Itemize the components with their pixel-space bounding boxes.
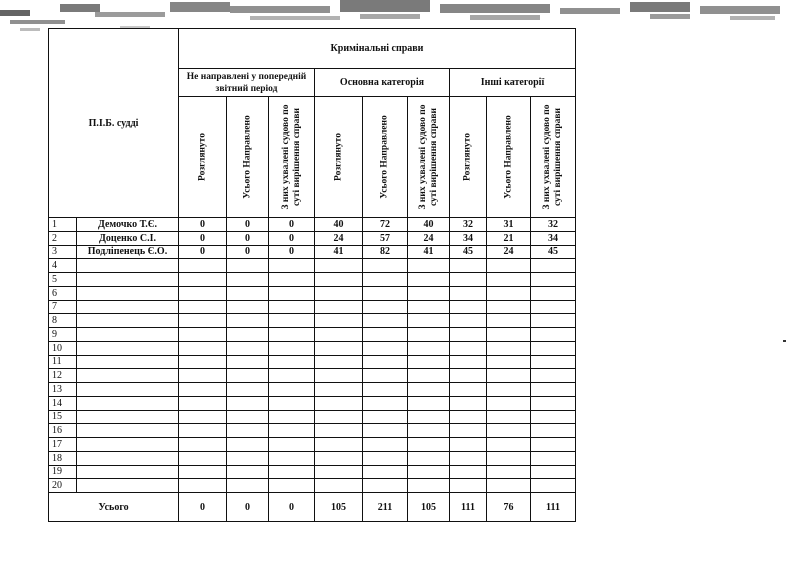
value-cell <box>363 286 408 300</box>
table-row <box>49 369 576 383</box>
value-cell <box>531 314 576 328</box>
value-cell <box>315 328 363 342</box>
column-header <box>315 97 363 218</box>
value-cell <box>450 451 487 465</box>
value-cell <box>363 396 408 410</box>
value-cell: 32 <box>531 218 576 232</box>
total-cell: 0 <box>179 493 227 522</box>
value-cell <box>408 451 450 465</box>
value-cell <box>408 479 450 493</box>
value-cell <box>179 314 227 328</box>
row-number: 4 <box>49 259 77 273</box>
value-cell: 72 <box>363 218 408 232</box>
table-row <box>49 410 576 424</box>
row-number: 9 <box>49 328 77 342</box>
value-cell <box>269 396 315 410</box>
value-cell <box>227 273 269 287</box>
judge-name <box>77 286 179 300</box>
value-cell <box>315 341 363 355</box>
column-header <box>408 97 450 218</box>
value-cell <box>227 341 269 355</box>
judge-name <box>77 259 179 273</box>
value-cell <box>315 355 363 369</box>
value-cell <box>269 328 315 342</box>
column-header-label: Усього Направлено <box>242 115 252 199</box>
value-cell <box>487 451 531 465</box>
total-cell: 0 <box>227 493 269 522</box>
value-cell <box>408 341 450 355</box>
value-cell <box>408 300 450 314</box>
value-cell <box>408 314 450 328</box>
row-number: 20 <box>49 479 77 493</box>
value-cell <box>269 438 315 452</box>
value-cell <box>315 396 363 410</box>
row-number: 10 <box>49 341 77 355</box>
value-cell <box>531 259 576 273</box>
value-cell <box>227 465 269 479</box>
value-cell <box>487 300 531 314</box>
value-cell <box>227 410 269 424</box>
judge-name: Доценко С.І. <box>77 231 179 245</box>
value-cell: 57 <box>363 231 408 245</box>
table-row <box>49 438 576 452</box>
value-cell <box>269 355 315 369</box>
table-row <box>49 465 576 479</box>
group-header-other: Інші категорії <box>450 69 576 97</box>
total-cell: 211 <box>363 493 408 522</box>
scan-speck <box>783 340 786 342</box>
value-cell <box>408 424 450 438</box>
totals-row <box>49 493 576 522</box>
row-number: 1 <box>49 218 77 232</box>
value-cell <box>363 410 408 424</box>
value-cell <box>531 328 576 342</box>
value-cell: 0 <box>179 231 227 245</box>
judge-name <box>77 369 179 383</box>
value-cell <box>315 410 363 424</box>
value-cell <box>227 314 269 328</box>
value-cell <box>315 273 363 287</box>
group-header-previous-label: Не направлені у попередній звітний період <box>186 71 307 94</box>
value-cell <box>363 451 408 465</box>
column-header <box>450 97 487 218</box>
table-row <box>49 451 576 465</box>
value-cell: 21 <box>487 231 531 245</box>
value-cell <box>408 438 450 452</box>
value-cell: 0 <box>269 245 315 259</box>
value-cell <box>487 396 531 410</box>
value-cell <box>531 451 576 465</box>
total-cell: 76 <box>487 493 531 522</box>
value-cell <box>269 465 315 479</box>
value-cell <box>363 479 408 493</box>
value-cell: 0 <box>179 218 227 232</box>
value-cell <box>269 259 315 273</box>
table-row <box>49 479 576 493</box>
table-row <box>49 259 576 273</box>
value-cell <box>227 286 269 300</box>
value-cell <box>269 479 315 493</box>
value-cell <box>408 259 450 273</box>
value-cell <box>363 273 408 287</box>
judge-name <box>77 438 179 452</box>
value-cell <box>450 328 487 342</box>
table-row <box>49 286 576 300</box>
judge-name <box>77 328 179 342</box>
value-cell <box>363 300 408 314</box>
value-cell <box>363 355 408 369</box>
value-cell <box>227 424 269 438</box>
column-header-label: З них ухвалені судово по суті вирішення справи <box>280 104 302 210</box>
report-table <box>48 28 576 522</box>
value-cell <box>227 328 269 342</box>
value-cell <box>363 314 408 328</box>
value-cell: 0 <box>227 218 269 232</box>
value-cell: 41 <box>408 245 450 259</box>
row-number: 14 <box>49 396 77 410</box>
value-cell <box>487 438 531 452</box>
value-cell <box>227 369 269 383</box>
value-cell <box>227 300 269 314</box>
row-number: 17 <box>49 438 77 452</box>
column-header <box>531 97 576 218</box>
value-cell <box>269 300 315 314</box>
value-cell <box>227 451 269 465</box>
value-cell <box>408 396 450 410</box>
total-cell: 105 <box>315 493 363 522</box>
value-cell <box>531 286 576 300</box>
value-cell <box>531 396 576 410</box>
value-cell <box>315 259 363 273</box>
value-cell <box>408 328 450 342</box>
total-cell: 111 <box>450 493 487 522</box>
value-cell <box>269 341 315 355</box>
group-header-previous <box>179 69 315 97</box>
value-cell <box>450 300 487 314</box>
row-number: 15 <box>49 410 77 424</box>
judge-name <box>77 341 179 355</box>
column-header-label: Розглянуто <box>333 133 343 181</box>
value-cell <box>487 328 531 342</box>
value-cell <box>450 286 487 300</box>
row-number: 16 <box>49 424 77 438</box>
value-cell <box>227 438 269 452</box>
value-cell <box>531 341 576 355</box>
table-row <box>49 383 576 397</box>
judge-name <box>77 410 179 424</box>
table-row <box>49 355 576 369</box>
table-row <box>49 341 576 355</box>
table-row <box>49 273 576 287</box>
value-cell <box>179 479 227 493</box>
value-cell <box>179 465 227 479</box>
value-cell <box>269 369 315 383</box>
column-header-label: Розглянуто <box>197 133 207 181</box>
value-cell <box>315 286 363 300</box>
value-cell <box>315 383 363 397</box>
value-cell <box>179 410 227 424</box>
value-cell <box>487 479 531 493</box>
value-cell <box>179 328 227 342</box>
row-number: 7 <box>49 300 77 314</box>
value-cell: 41 <box>315 245 363 259</box>
value-cell <box>179 341 227 355</box>
value-cell <box>450 424 487 438</box>
value-cell <box>487 410 531 424</box>
value-cell <box>450 355 487 369</box>
value-cell <box>363 259 408 273</box>
value-cell <box>531 273 576 287</box>
value-cell <box>269 273 315 287</box>
value-cell <box>450 314 487 328</box>
column-header-label: Розглянуто <box>462 133 473 181</box>
value-cell <box>363 383 408 397</box>
value-cell <box>450 465 487 479</box>
value-cell <box>531 438 576 452</box>
value-cell <box>450 479 487 493</box>
table-row <box>49 314 576 328</box>
value-cell <box>315 300 363 314</box>
value-cell <box>363 438 408 452</box>
column-header <box>487 97 531 218</box>
judge-name <box>77 424 179 438</box>
value-cell: 24 <box>487 245 531 259</box>
value-cell <box>531 465 576 479</box>
table-row <box>49 396 576 410</box>
value-cell <box>408 286 450 300</box>
value-cell: 31 <box>487 218 531 232</box>
judge-name: Демочко Т.Є. <box>77 218 179 232</box>
row-number: 12 <box>49 369 77 383</box>
value-cell <box>269 286 315 300</box>
value-cell <box>227 383 269 397</box>
judge-name <box>77 479 179 493</box>
row-number: 5 <box>49 273 77 287</box>
value-cell <box>487 369 531 383</box>
value-cell: 24 <box>315 231 363 245</box>
table-row <box>49 424 576 438</box>
row-number: 2 <box>49 231 77 245</box>
row-number: 8 <box>49 314 77 328</box>
value-cell: 32 <box>450 218 487 232</box>
value-cell <box>487 259 531 273</box>
judge-name <box>77 273 179 287</box>
value-cell <box>450 410 487 424</box>
judge-name <box>77 465 179 479</box>
column-header <box>179 97 227 218</box>
value-cell <box>408 273 450 287</box>
totals-label: Усього <box>49 493 179 522</box>
value-cell <box>531 424 576 438</box>
column-header-label: Усього Направлено <box>379 115 390 199</box>
value-cell <box>179 424 227 438</box>
table-row <box>49 300 576 314</box>
value-cell <box>450 369 487 383</box>
value-cell <box>269 424 315 438</box>
value-cell <box>487 424 531 438</box>
value-cell <box>531 383 576 397</box>
value-cell <box>363 328 408 342</box>
value-cell <box>315 314 363 328</box>
value-cell <box>315 465 363 479</box>
value-cell <box>179 438 227 452</box>
value-cell <box>227 396 269 410</box>
value-cell <box>179 273 227 287</box>
value-cell <box>531 300 576 314</box>
column-header <box>363 97 408 218</box>
value-cell <box>315 424 363 438</box>
value-cell <box>179 286 227 300</box>
value-cell <box>179 300 227 314</box>
value-cell <box>269 383 315 397</box>
value-cell <box>179 396 227 410</box>
value-cell <box>363 369 408 383</box>
total-cell: 111 <box>531 493 576 522</box>
value-cell: 24 <box>408 231 450 245</box>
judge-name-header: П.І.Б. судді <box>49 29 179 218</box>
judge-name: Подліпенець Є.О. <box>77 245 179 259</box>
value-cell <box>531 410 576 424</box>
column-header-label: Усього Направлено <box>503 115 513 199</box>
value-cell <box>487 286 531 300</box>
column-header-label: З них ухвалені судово по суті вирішення справи <box>417 104 439 210</box>
judge-name <box>77 355 179 369</box>
value-cell <box>315 369 363 383</box>
row-number: 13 <box>49 383 77 397</box>
criminal-cases-header: Кримінальні справи <box>179 29 576 69</box>
value-cell <box>179 369 227 383</box>
total-cell: 105 <box>408 493 450 522</box>
value-cell: 0 <box>269 231 315 245</box>
value-cell <box>408 355 450 369</box>
value-cell: 45 <box>450 245 487 259</box>
value-cell <box>227 355 269 369</box>
value-cell: 34 <box>450 231 487 245</box>
row-number: 6 <box>49 286 77 300</box>
value-cell <box>450 273 487 287</box>
value-cell <box>487 383 531 397</box>
judge-name <box>77 300 179 314</box>
value-cell <box>450 341 487 355</box>
group-header-main: Основна категорія <box>315 69 450 97</box>
value-cell <box>315 438 363 452</box>
value-cell <box>315 479 363 493</box>
value-cell: 0 <box>227 245 269 259</box>
column-header-label: З них ухвалені судово по суті вирішення справи <box>542 104 563 210</box>
value-cell <box>487 355 531 369</box>
value-cell <box>227 479 269 493</box>
column-header <box>269 97 315 218</box>
judge-name <box>77 314 179 328</box>
value-cell <box>179 451 227 465</box>
value-cell <box>408 369 450 383</box>
table-row <box>49 231 576 245</box>
table-row <box>49 328 576 342</box>
value-cell: 40 <box>408 218 450 232</box>
value-cell <box>363 424 408 438</box>
value-cell <box>408 383 450 397</box>
value-cell <box>363 465 408 479</box>
row-number: 11 <box>49 355 77 369</box>
table-row <box>49 218 576 232</box>
value-cell <box>487 341 531 355</box>
value-cell <box>363 341 408 355</box>
total-cell: 0 <box>269 493 315 522</box>
value-cell <box>227 259 269 273</box>
value-cell: 34 <box>531 231 576 245</box>
table-row <box>49 245 576 259</box>
value-cell <box>450 438 487 452</box>
value-cell <box>487 273 531 287</box>
judge-name <box>77 396 179 410</box>
row-number: 3 <box>49 245 77 259</box>
value-cell <box>179 259 227 273</box>
value-cell <box>487 465 531 479</box>
value-cell <box>179 355 227 369</box>
value-cell <box>531 369 576 383</box>
value-cell <box>269 314 315 328</box>
value-cell <box>269 451 315 465</box>
value-cell <box>531 479 576 493</box>
value-cell: 82 <box>363 245 408 259</box>
row-number: 18 <box>49 451 77 465</box>
judge-name <box>77 451 179 465</box>
value-cell <box>450 259 487 273</box>
judge-name <box>77 383 179 397</box>
value-cell <box>408 410 450 424</box>
value-cell: 0 <box>227 231 269 245</box>
value-cell <box>269 410 315 424</box>
value-cell: 40 <box>315 218 363 232</box>
value-cell <box>315 451 363 465</box>
column-header <box>227 97 269 218</box>
value-cell <box>179 383 227 397</box>
value-cell: 0 <box>179 245 227 259</box>
value-cell <box>487 314 531 328</box>
value-cell <box>450 396 487 410</box>
value-cell: 45 <box>531 245 576 259</box>
value-cell <box>450 383 487 397</box>
value-cell <box>531 355 576 369</box>
value-cell <box>408 465 450 479</box>
value-cell: 0 <box>269 218 315 232</box>
row-number: 19 <box>49 465 77 479</box>
